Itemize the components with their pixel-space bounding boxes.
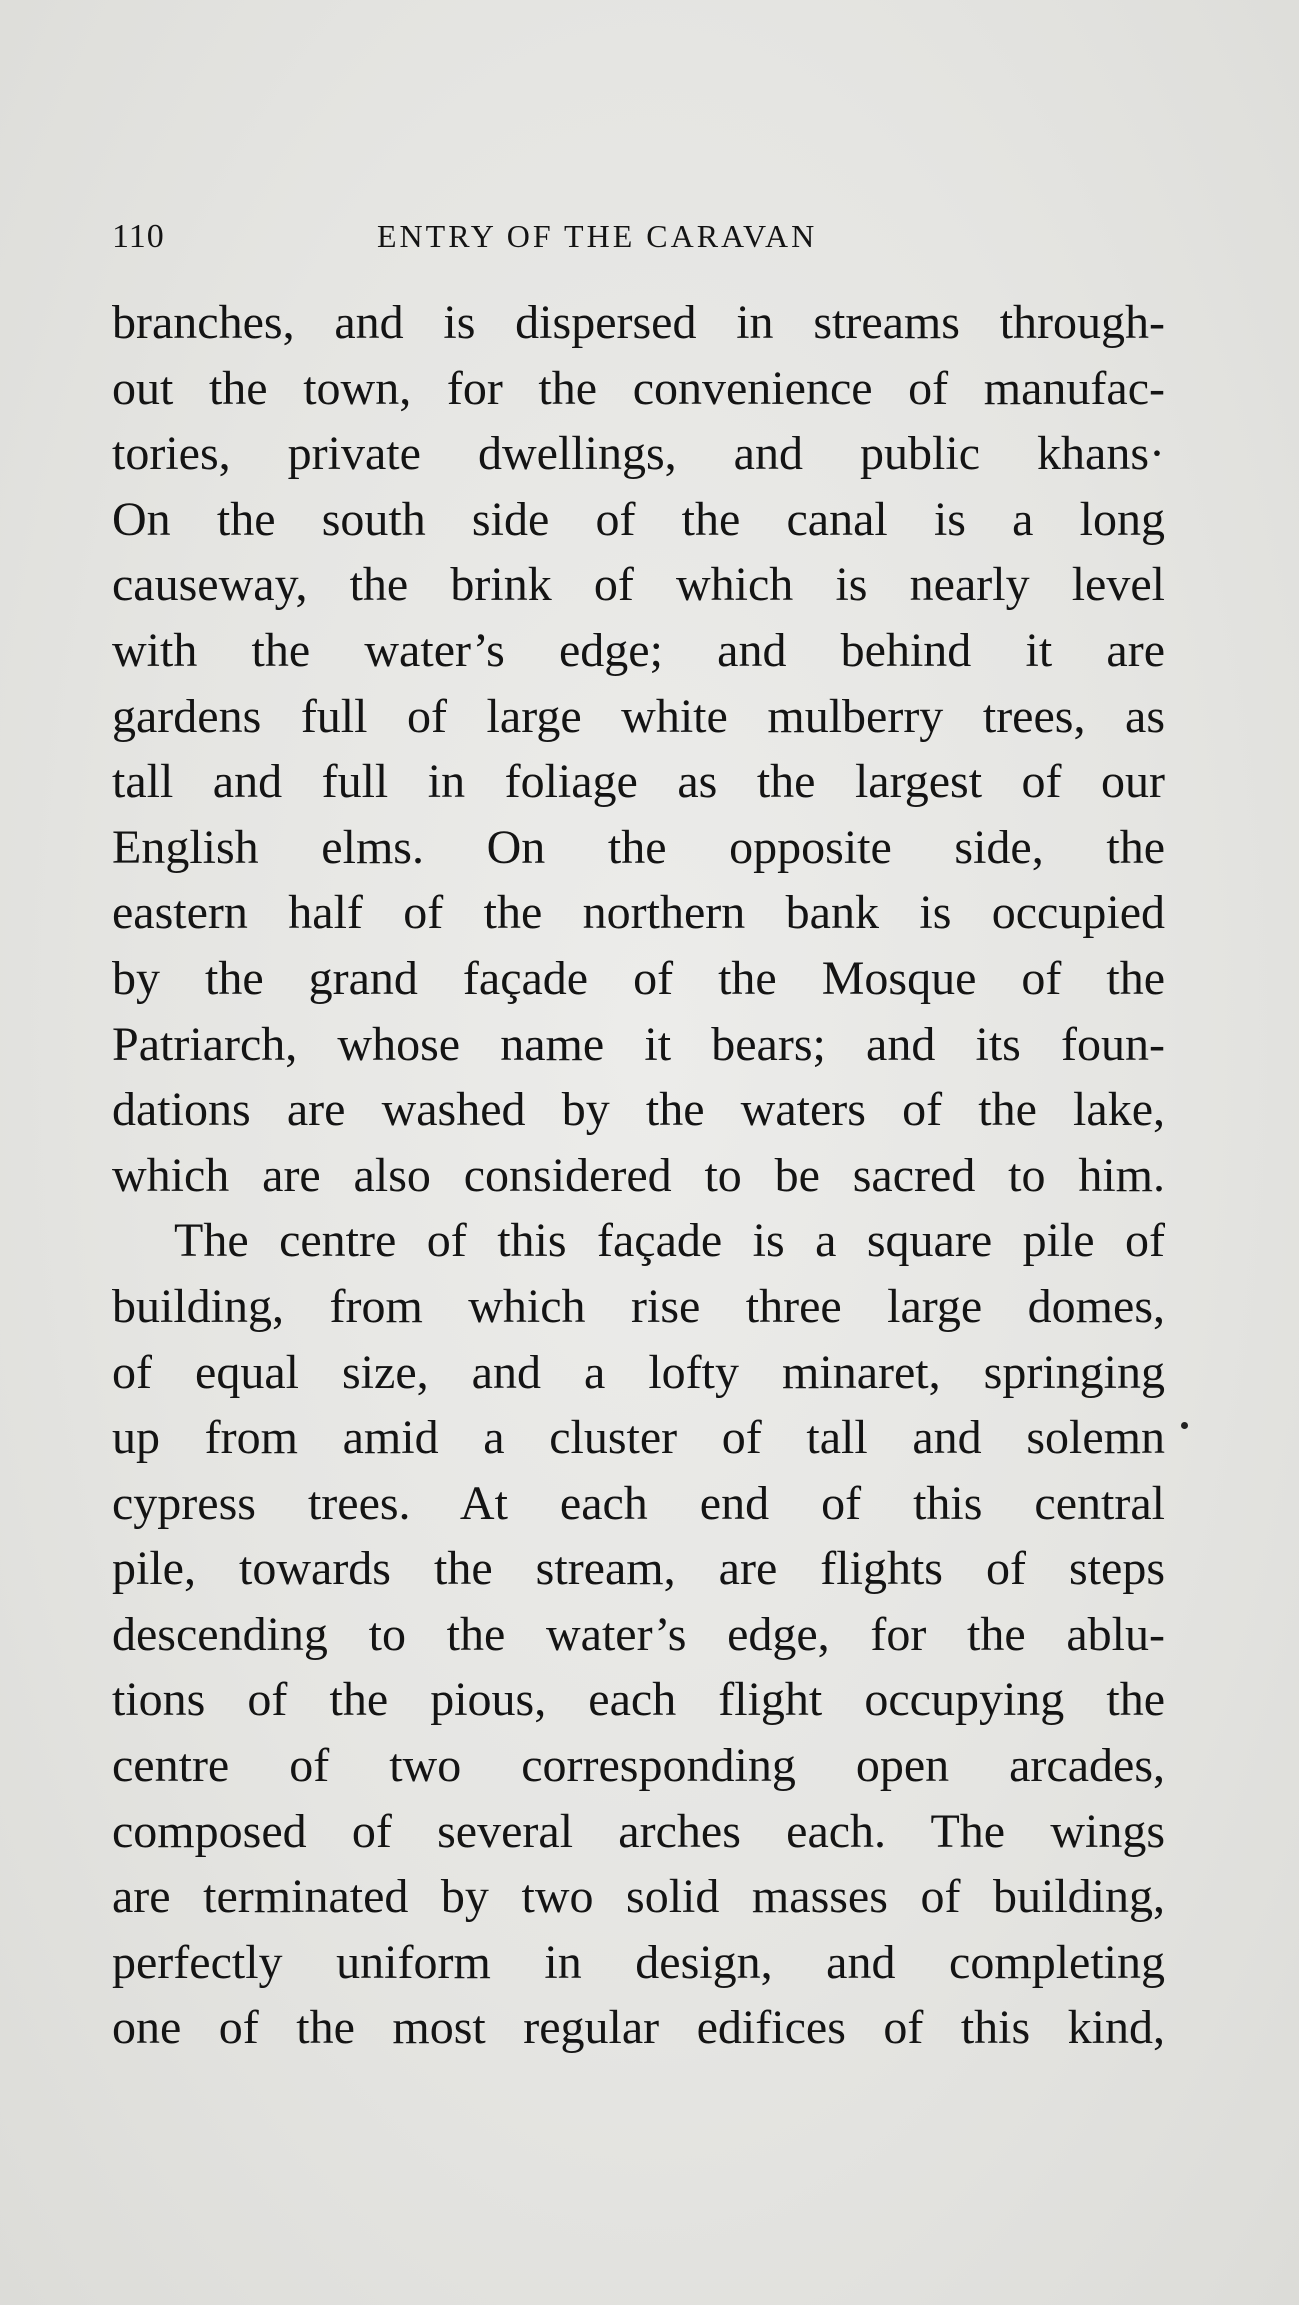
text-line: pile, towards the stream, are flights of steps [112,1542,1165,1596]
text-line: tall and full in foliage as the largest of our [112,755,1165,809]
text-line: which are also considered to be sacred to him. [112,1148,1165,1202]
text-line: composed of several arches each. The wings [112,1804,1165,1858]
text-line: by the grand façade of the Mosque of the [112,951,1165,1005]
text-line: tions of the pious, each flight occupying the [112,1673,1165,1727]
text-line: Patriarch, whose name it bears; and its foun- [112,1017,1165,1071]
text-line: of equal size, and a lofty minaret, springing [112,1345,1165,1399]
text-line: perfectly uniform in design, and completing [112,1935,1165,1989]
text-line: On the south side of the canal is a long [112,492,1165,546]
text-line: English elms. On the opposite side, the [112,820,1165,874]
text-line: with the water’s edge; and behind it are [112,623,1165,677]
text-line: causeway, the brink of which is nearly level [112,558,1165,612]
ink-speck [1181,1422,1188,1429]
text-line: out the town, for the convenience of manufac- [112,361,1165,415]
text-line: gardens full of large white mulberry trees, as [112,689,1165,743]
text-line: descending to the water’s edge, for the ablu- [112,1607,1165,1661]
text-line: The centre of this façade is a square pile of [174,1214,1165,1268]
text-line: branches, and is dispersed in streams through- [112,296,1165,349]
text-line: tories, private dwellings, and public khans· [112,427,1165,481]
text-line: cypress trees. At each end of this central [112,1476,1165,1530]
text-line: up from amid a cluster of tall and solemn [112,1411,1165,1465]
text-line: are terminated by two solid masses of building, [112,1870,1165,1924]
running-title: ENTRY OF THE CARAVAN [377,218,818,254]
text-line: centre of two corresponding open arcades, [112,1739,1165,1793]
running-head [112,218,1157,268]
text-line: eastern half of the northern bank is occupied [112,886,1165,940]
page-number: 110 [112,218,165,255]
text-line: dations are washed by the waters of the lake, [112,1083,1165,1137]
text-line: one of the most regular edifices of this kind, [112,2001,1165,2055]
text-line: building, from which rise three large domes, [112,1279,1165,1333]
body-text [112,290,1165,2061]
